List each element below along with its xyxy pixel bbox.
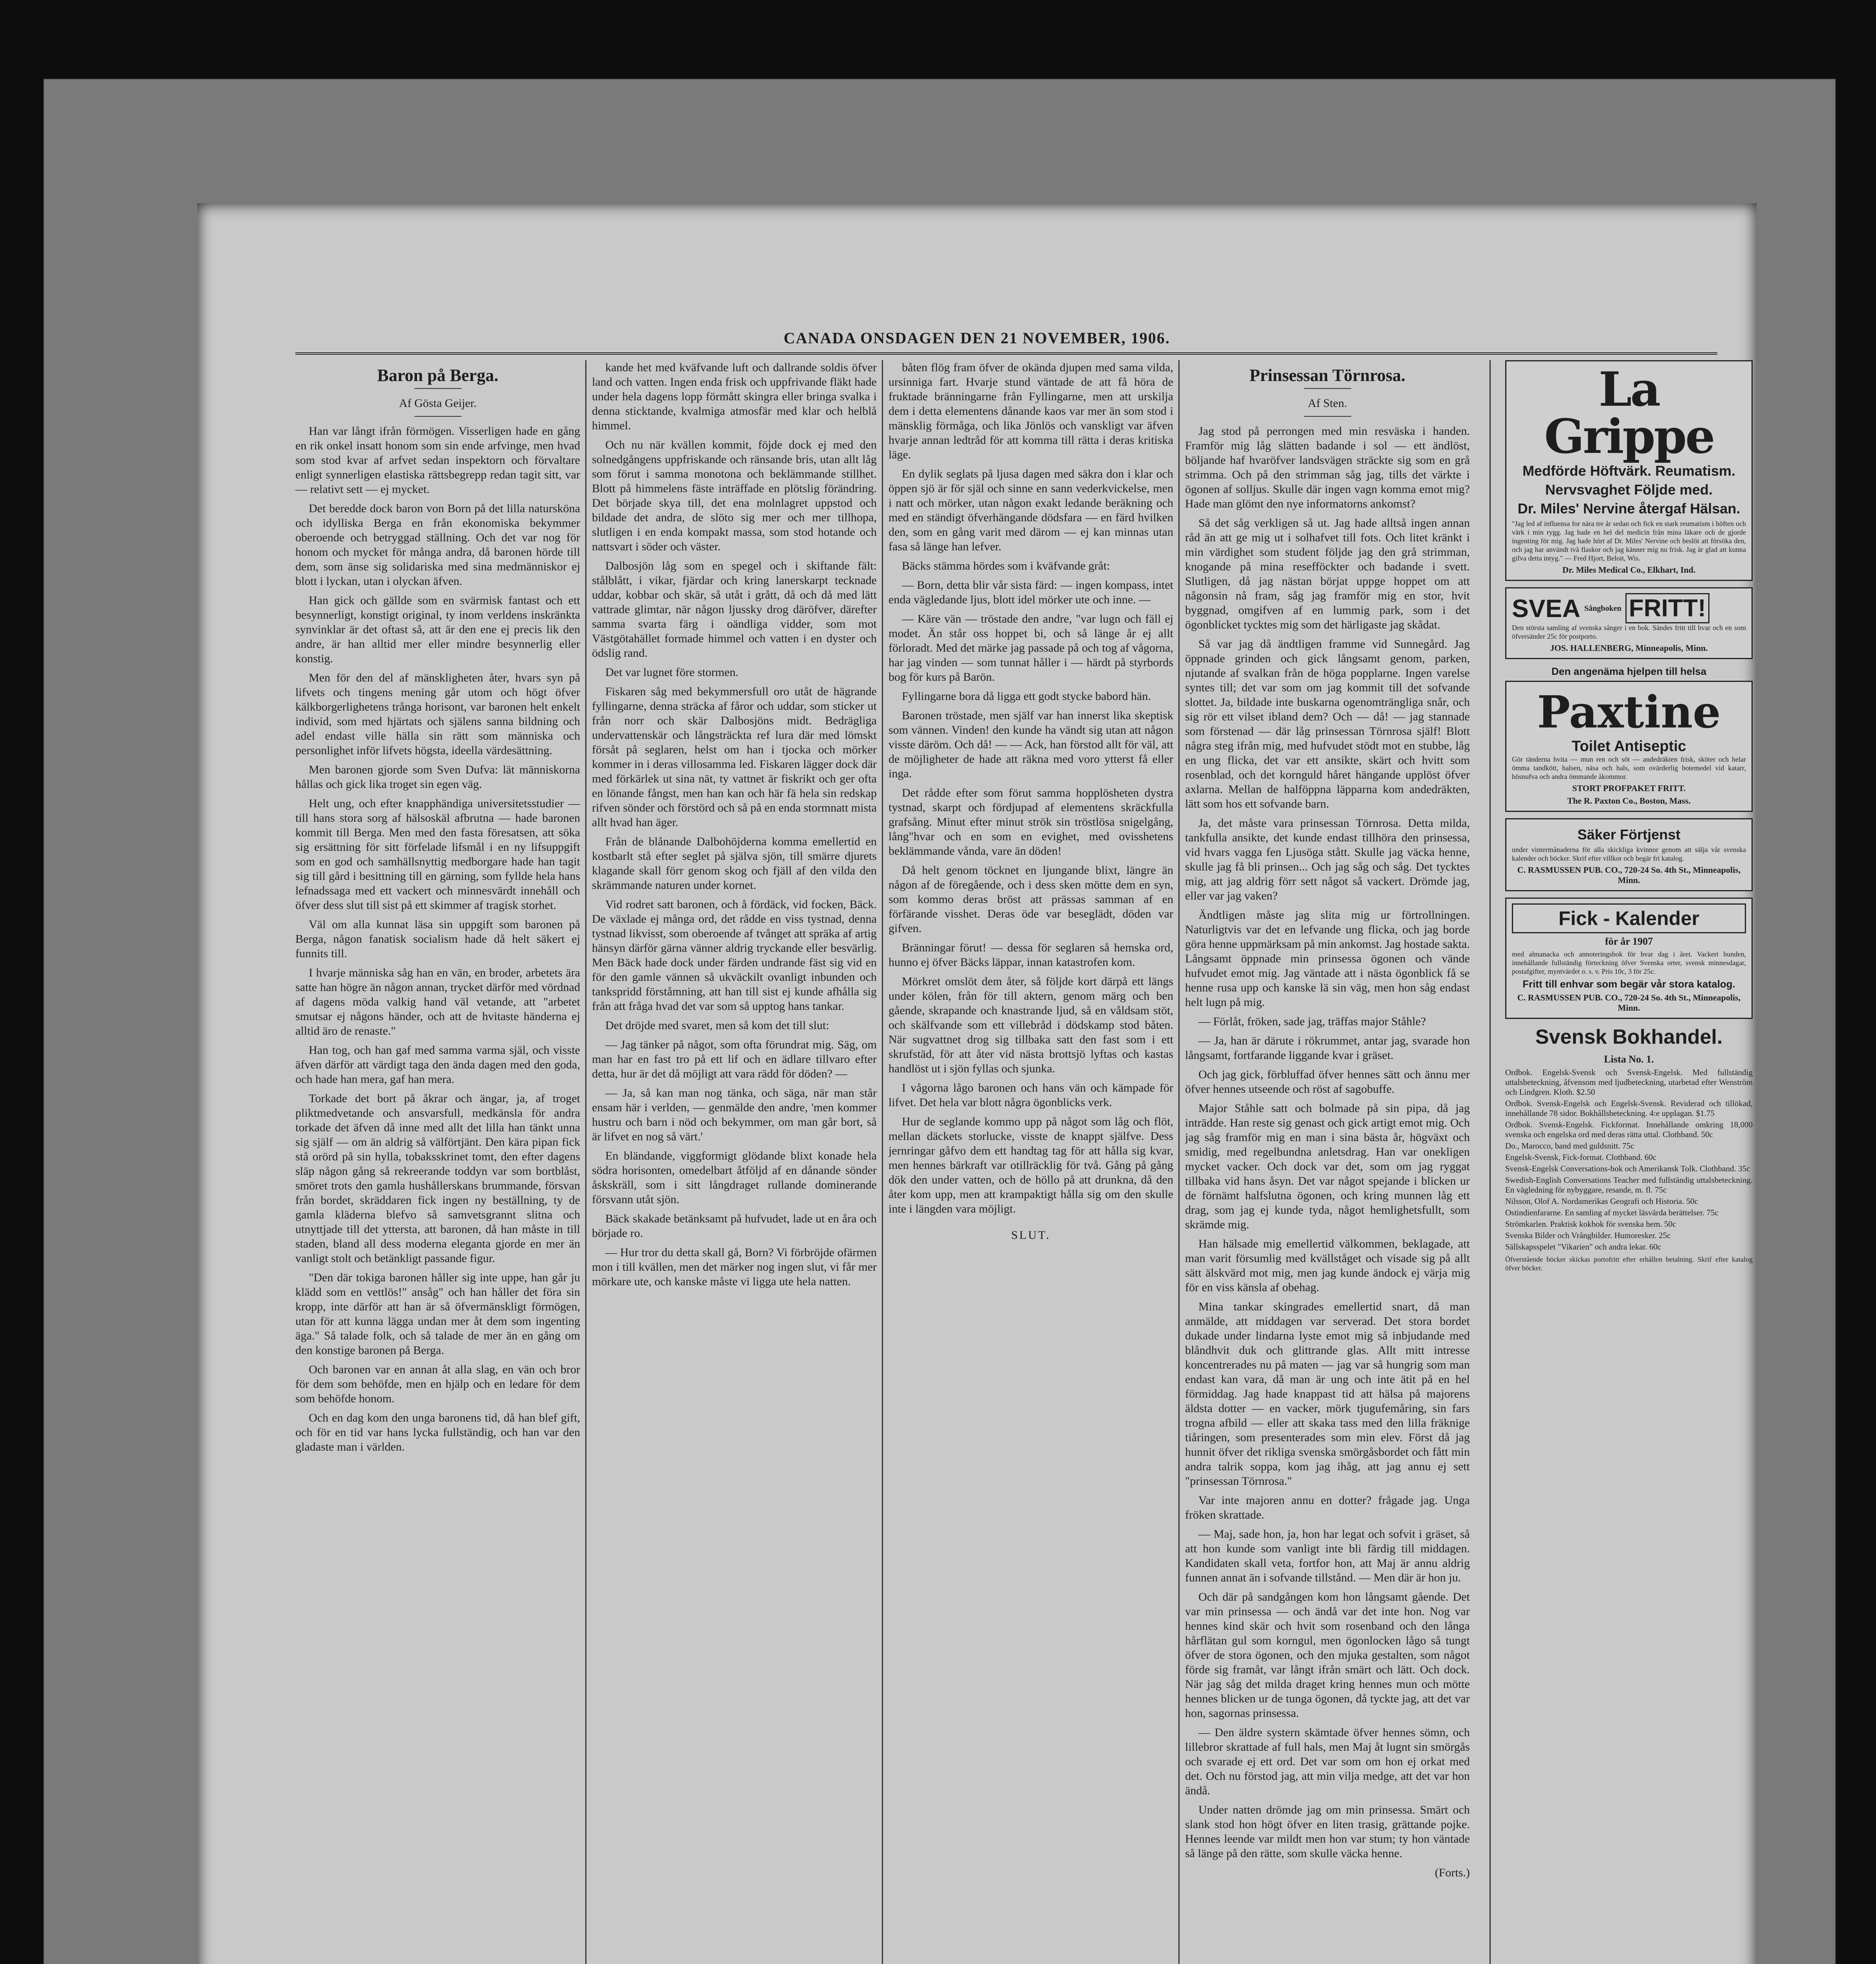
paragraph: Så det såg verkligen så ut. Jag hade alltså ingen annan råd än att ge mig ut i solhafvet till fots. Och litet kränkt i min värdighet som student följde jag den grå strimman, knogande på mina resefföckter och badande i svett. Slutligen, då jag nästan börjat uppge hoppet om att någonsin nå fram, såg jag framför mig en stor, hvit byggnad, omgifven af en lummig park, som i det ögonblicket tycktes mig som det härligaste jag skådat. [1185,517,1470,631]
header-rule [295,352,1717,355]
list-item: Swedish-English Conversations Teacher med fullständig uttalsbeteckning. En vägledning för nybyggare, resande, m. fl. 75c [1505,1175,1753,1195]
paragraph: "Den där tokiga baronen håller sig inte uppe, han går ju klädd som en vettlös!" ansåg" och han håller det föra sin kropp, inte därför att han är så öfvermänskligt förmögen, utan för att kunna lägga undan mer åt dem som ingenting äga." Så talade folk, och så talade de mer än en gång om den konstige baronen på Berga. [295,1271,580,1357]
article-author: Af Gösta Geijer. [399,397,477,410]
paragraph: Bäcks stämma hördes som i kväfvande gråt: [902,559,1110,572]
list-item: Engelsk-Svensk, Fick-format. Clothband. 60c [1505,1152,1656,1162]
ad-fick-kalender [1505,898,1753,1019]
ad-badge: FRITT! [1625,593,1709,623]
paragraph: — Käre vän — tröstade den andre, "var lugn och fäll ej modet. Än står oss hoppet bi, och så länge år ej allt förloradt. Med det märke jag passade på och tog af vågorna, har jag vinden — som tunnat håller i — härdt på styrbords bog för kurs på Barön. [889,612,1173,683]
paragraph: — Maj, sade hon, ja, hon har legat och sofvit i gräset, så att hon kunde som vanligt inte bli färdig till middagen. Kandidaten skall veta, fortfor hon, att Maj är annu aldrig funnen annat än i sofvande tillstånd. — Men där är hon ju. [1185,1528,1470,1584]
paragraph: Jag stod på perrongen med min resväska i handen. Framför mig låg slätten badande i sol — ett ändlöst, böljande haf hvaröfver landsvägen sträckte sig som en grå strimma. Och på den strimman såg jag, tills det värkte i ögonen af solljus. Skulle där ingen vagn komma emot mig? Hade man glömt den nye informatorns ankomst? [1185,425,1470,510]
column-rule [882,360,883,1964]
article-title: Prinsessan Törnrosa. [1249,366,1405,385]
article-body [1185,424,1470,1861]
paragraph: Torkade det bort på åkrar och ängar, ja, af troget pliktmedvetande och ansvarsfull, medkänsla för andra torkade det äfven då inne med allt det lilla han tänkt unna sig själf — om än aldrig så välförtjänt. Den kära pipan fick stå orörd på sin hylla, tobaksskrinet tomt, den efter dagens släp någon gång så rekreerande toddyn var som bortblåst, smöret trots den gamla hushållerskans brummande, försvan från bordet, skräddaren fick ingen ny beställning, ty de gamla kläderna blefvo så samvetsgrannt slitna och utnyttjade till det yttersta, att baronen, då han måste in till staden, bland all dess moderna eleganta gjorde en mer än vanligt stolt och betänkligt passande figur. [295,1092,580,1265]
ad-body: Gör tänderna hvita — mun ren och söt — andedräkten frisk, sköter och helar ömma tandkött, halsen, näsa och hals, som ovärderlig botemedel vid katarr, hösnufva och andra ömmande åkommor. [1512,755,1746,780]
ad-brand: Paxtine [1537,687,1721,738]
paragraph: Bränningar förut! — dessa för seglaren så hemska ord, hunno ej öfver Bäcks läppar, innan katastrofen kom. [889,941,1173,969]
ad-offer: Fritt till enhvar som begär vår stora katalog. [1522,978,1735,990]
paragraph: Mina tankar skingrades emellertid snart, då man anmälde, att middagen var serverad. Det stora bordet dukade under lindarna lyste emot mig så inbjudande med blåndhvit duk och glittrande glas. Allt mitt intresse koncentrerades nu på maten — jag var så hungrig som man endast kan vara, då man är ung och inte ätit på en hel förmiddag. Jag hade knappast tid att hälsa på majorens äldsta dotter — en vacker, mörk tjugufemåring, sin fars trogna afbild — eller att skaka tass med den lilla fräknige tiåringen, som presenterades som min elev. Först då jag hunnit öfver det rikliga svenska smörgåsbordet och fått min andra talrik soppa, kom jag ihåg, att jag annu ej sett "prinsessan Törnrosa." [1185,1300,1470,1488]
ad-tagline: Den angenäma hjelpen till helsa [1551,665,1707,677]
paragraph: — Ja, så kan man nog tänka, och säga, när man står ensam här i verlden, — genmälde den andre, 'men kommer hustru och barn i nöd och bekymmer, om man går bort, så är lifvet en nog så värt.' [592,1086,877,1143]
ad-offer: STORT PROFPAKET FRITT. [1572,783,1686,793]
paragraph: Och där på sandgången kom hon långsamt gående. Det var min prinsessa — och ändå var det inte hon. Nog var hennes kind skär och hvit som rosenband och den långa hårflätan gul som korngul, men ögonlocken lågo så tungt öfver de stora ögonen, och den mjuka gestalten, som något förde sig framåt, var långt ifrån smärt och lätt. Och dock. När jag såg det milda draget kring hennes mun och mötte hennes blicken ur de tunga ögonen, då tyckte jag, att det var hon, sagornas prinsessa. [1185,1590,1470,1720]
paragraph: En bländande, viggformigt glödande blixt konade hela södra horisonten, omedelbart åtföljd af en dånande sönder åskskräll, som i sitt långdraget rullande dominerande försvann utåt sjön. [592,1149,877,1206]
paragraph: Det dröjde med svaret, men så kom det till slut: [605,1019,829,1032]
ad-headline-row [1512,593,1746,623]
paragraph: Väl om alla kunnat läsa sin uppgift som baronen på Berga, någon fanatisk socialism hade då helt säkert ej funnits till. [295,918,580,960]
column-rule [1178,360,1180,1964]
list-item: Nilsson, Olof A. Nordamerikas Geografi och Historia. 50c [1505,1196,1698,1206]
paragraph: Han gick och gällde som en svärmisk fantast och ett besynnerligt, konstigt original, ty inom verldens inskränkta synvinklar är det oftast så, att är den ene ej precis lik den andre, är han alltid mer eller mindre besynnerlig eller konstig. [295,594,580,665]
ad-headline: Säker Förtjenst [1577,826,1681,843]
column-2 [592,360,877,1964]
list-item: Svensk-Engelsk Conversations-bok och Amerikansk Tolk. Clothband. 35c [1505,1164,1750,1173]
paragraph: Hur de seglande kommo upp på något som låg och flöt, mellan däckets storlucke, visste de knappt själfve. Dess jernringar gåfvo dem ett handtag tag för att hålla sig kvar, men hennes bärkraft var otillräcklig för två. Gång på gång dök den under vatten, och de höllo på att drunkna, då den åter kom upp, men att krampaktigt hålla sig om den skulle inte i längden vara möjligt. [889,1115,1173,1215]
paragraph: I vågorna lågo baronen och hans vän och kämpade för lifvet. Det hela var blott några ögonblicks verk. [889,1081,1173,1109]
paragraph: Och baronen var en annan åt alla slag, en vän och bror för dem som behöfde, men en hjälp och en ledare för dem som behöfde honom. [295,1363,580,1405]
paragraph: Major Ståhle satt och bolmade på sin pipa, då jag inträdde. Han reste sig genast och gick artigt emot mig. Och jag såg framför mig en man i sina bästa år, högväxt och smidig, med regelbundna anletsdrag. Han var onekligen mycket vacker. Och dock var det, som om jag ryggat tillbaka vid hans åsyn. Det var något spejande i blicken ur de förnämt halfslutna ögonen, och kring munnen låg ett drag, som jag ej kunde tyda, något hemlighetsfullt, som skrämde mig. [1185,1102,1470,1231]
article-author: Af Sten. [1308,397,1347,410]
paragraph: Och en dag kom den unga baronens tid, då han blef gift, och för en tid var hans lycka fullständig, och han var den gladaste man i världen. [295,1411,580,1453]
ad-subtitle: Sångboken [1584,604,1621,613]
ad-body: under vintermånaderna för alla skickliga kvinnor genom att sälja vår svenska kalender och böcker. Skrif efter villkor och begär fri katalog. [1512,846,1746,862]
paragraph: — Jag tänker på något, som ofta förundrat mig. Säg, om man har en fast tro på ett lif och en ädlare tillvaro efter detta, hur är det då möjligt att vara rädd för döden? — [592,1038,877,1080]
paragraph: — Den äldre systern skämtade öfver hennes sömn, och lillebror skrattade af full hals, men Maj åt lugnt sin smörgås och svarade ej ett ord. Det var som om hon ej orkat med det. Och nu förstod jag, att min vilja medge, att det var hon ändå. [1185,1726,1470,1797]
paragraph: Ja, det måste vara prinsessan Törnrosa. Detta milda, tankfulla ansikte, det kunde endast tillhöra den prinsessa, vid hvars vagga fen Ljusöga stått. Skulle jag väcka henne, skulle jag få bli prinsen... Och jag såg och såg. Det tycktes mig, att jag aldrig förr sett något så vackert. Drömde jag, eller var jag vaken? [1185,817,1470,902]
ad-paxtine [1505,681,1753,812]
author-rule [414,416,462,417]
article-title: Baron på Berga. [377,366,498,385]
ad-body: Den största samling af svenska sånger i en bok. Sändes fritt till hvar och en som öfversänder 25c för postporto. [1512,624,1746,640]
article-body-end [889,360,1173,1216]
paragraph: En dylik seglats på ljusa dagen med säkra don i klar och öppen sjö är för själ och sinne en sann vederkvickelse, men i natt och mörker, utan någon exakt ledande beräkning och med en ständigt öfverhängande dödsfara — en färd hvilken den, som en gång varit med därom — ej kan minnas utan fasa så länge han lefver. [889,467,1173,553]
paragraph: Fyllingarne bora då ligga ett godt stycke babord hän. [902,690,1151,703]
author-rule [1304,416,1351,417]
ad-signature: C. RASMUSSEN PUB. CO., 720-24 So. 4th St., Minneapolis, Minn. [1517,865,1741,885]
ad-saker-fortjenst [1505,818,1753,891]
ad-subtitle: för år 1907 [1605,936,1653,947]
paragraph: kande het med kväfvande luft och dallrande soldis öfver land och vatten. Ingen enda frisk och uppfrivande fläkt hade under hela dagens lopp förmått skingra eller bringa svalka i denna sticktande, kvalmiga atmosfär med klar och helblå himmel. [592,361,877,432]
title-rule [1304,388,1351,389]
article-end-mark: SLUT. [1011,1229,1051,1242]
list-item: Svenska Bilder och Vrångbilder. Humoresker. 25c [1505,1231,1671,1240]
list-item: Sällskapsspelet "Vikarien" och andra lekar. 60c [1505,1242,1662,1251]
paragraph: Han var långt ifrån förmögen. Visserligen hade en gång en rik onkel insatt honom som sin ende arfvinge, men hvad som stod kvar af arfvet sedan inspektorn och förvaltare enligt synnerligen elastiska rättsbegrepp redan tagit sitt, var — relativt sett — ej mycket. [295,425,580,496]
paragraph: Men baronen gjorde som Sven Dufva: lät människorna hållas och gick lika troget sin egen väg. [295,763,580,791]
paragraph: Var inte majoren annu en dotter? frågade jag. Unga fröken skrattade. [1185,1494,1470,1521]
paragraph: Baronen tröstade, men själf var han innerst lika skeptisk som vännen. Vinden! den kunde ha vändt sig utan att någon visste däröm. Och då! — — Ack, han förstod allt för väl, att de möjligheter de hade att räkna med voro ytterst få eller inga. [889,709,1173,780]
advertisement-column [1505,360,1753,1964]
column-rule [585,360,586,1964]
paragraph: Han hälsade mig emellertid välkommen, beklagade, att man varit försumlig med kvällståget och visade sig på allt sätt älskvärd mot mig, men jag kunde ändock ej värja mig för en viss känsla af obehag. [1185,1237,1470,1294]
paragraph: Men för den del af mänskligheten åter, hvars syn på lifvets och tingens mening går utom och högt öfver kälkborgerlighetens trånga horisont, var baronen helt enkelt individ, som med hjärtats och själens sanna bildning och adel endast ville hälla sin rätt som människa och personlighet inför lifvets högsta, ideella värdesättning. [295,671,580,757]
newspaper-page [197,203,1757,1964]
paragraph: Så var jag då ändtligen framme vid Sunnegård. Jag öppnade grinden och gick långsamt genom, parken, njutande af svalkan från de höga popplarne. Ingen varelse syntes till; det var som om jag kommit till det sofvande slottet. Ja, bildade inte buskarna ogenomträngliga snår, och sig rör ett vilset ibland dem? Och — då! — jag stannade som förstenad — där låg prinsessan Törnrosa själf! Blott några steg ifrån mig, med hufvudet stödt mot en stubbe, låg en ung flicka, det var ett ansikte, skärt och hvitt som rosenblad, och det kornguld håret hängande upplöst öfver axlarna. Mellan de halföppna läpparna kom andedräkten, lätt som hos ett sofvande barn. [1185,638,1470,810]
ad-body: med almanacka och annoteringsbok för hvar dag i året. Vackert bunden, innehållande fullständig förteckning öfver Svenska orter, svensk minnesdagar, postafgifter, myntvärdet o. s. v. Pris 10c, 3 för 25c. [1512,950,1746,975]
list-item: Strömkarlen. Praktisk kokbok för svenska hem. 50c [1505,1219,1676,1229]
ad-la-grippe [1505,360,1753,581]
continued-mark: (Forts.) [1434,1866,1470,1879]
ad-headline: Dr. Miles' Nervine återgaf Hälsan. [1517,500,1740,517]
ad-signature: Dr. Miles Medical Co., Elkhart, Ind. [1562,565,1696,575]
paragraph: Och jag gick, förbluffad öfver hennes sätt och ännu mer öfver hennes utseende och röst af sagobuffe. [1185,1068,1470,1096]
ad-svea-sangboken [1505,587,1753,659]
page-header: CANADA ONSDAGEN DEN 21 NOVEMBER, 1906. [784,329,1170,347]
paragraph: Det rådde efter som förut samma hopplösheten dystra tystnad, skarpt och fördjupad af elementens skräckfulla grafsång. Minut efter minut strök sin tröstlösa snigelgång, lång"hvar och en som en evighet, med ovisshetens beklämmande vånda, vare än döden! [889,786,1173,857]
ad-brand: Fick - Kalender [1512,903,1746,933]
article-body [295,424,580,1454]
paragraph: Helt ung, och efter knapphändiga universitetsstudier — till hans stora sorg af hälsoskäl afbrutna — hade baronen kommit till Berga. Men med den fasta föresatsen, att söka sig ersättning för sitt förfelade lifsmål i en ny lifsuppgift som en god och samhällsnyttig medborgare hade han tagit sig till gård i besittning till en gärning, som fyllde hela hans lefnadssaga med ett vackert och minnesvärdt innehåll och öfver dess slut till sist på ett skimmer af tragisk storhet. [295,797,580,912]
microfilm-frame [43,79,1836,1964]
list-item: Ostindienfararne. En samling af mycket läsvärda berättelser. 75c [1505,1208,1718,1217]
paragraph: Och nu när kvällen kommit, föjde dock ej med den solnedgångens uppfriskande och ränsande bris, utan allt låg som förut i samma monotona och beklämmande stillhet. Blott på himmelens fäste inträffade en plötslig förändring. Det började skya till, det ena molnlagret uppstod och bildade det andra, de slöto sig mer och mer tillhopa, slutligen i en enda kompakt massa, som stod hotande och nattsvart i söder och väster. [592,438,877,553]
title-rule [414,388,462,389]
paragraph: — Förlåt, fröken, sade jag, träffas major Ståhle? [1198,1015,1426,1028]
article-body-continued [592,360,877,1289]
ad-footer: Öfverstående böcker skickas portofritt efter erhållen betalning. Skrif efter katalog öfver böcker. [1505,1255,1753,1272]
ad-body: "Jag led af influensa for nära tre år sedan och fick en stark reumatism i höften och värk i min rygg. Jag hade en hel del medicin från mina läkare och de gjorde ingenting för mig. Jag hade hört af Dr. Miles' Nervine och beslöt att försöka den, och jag har användt två flaskor och jag känner mig nu frisk. Jag är glad att kunna gifva detta intyg." — Fred Hjort, Beloit, Wis. [1512,520,1746,562]
paragraph: Bäck skakade betänksamt på hufvudet, lade ut en åra och började ro. [592,1212,877,1240]
paragraph: Från de blånande Dalbohöjderna komma emellertid en kostbarlt stå efter seglet på själva sjön, till smärre djurets klagande skall förr genom skog och fjäll af den vilda den skrämmande naturen under kornet. [592,835,877,892]
paragraph: båten flög fram öfver de okända djupen med sama vilda, ursinniga fart. Hvarje stund väntade de att få höra de fruktade bränningarne från Fyllingarne, men att urskilja dem i detta elementens dånande kaos var mer än som stod i mänsklig förmåga, och lika Jönlös och vanskligt var äfven hvarje annan ledtråd för att komma till rätta i deras kritiska läge. [889,361,1173,461]
paragraph: — Ja, han är därute i rökrummet, antar jag, svarade hon långsamt, fortfarande liggande kvar i gräset. [1185,1034,1470,1062]
column-rule [1489,360,1491,1964]
paragraph: Fiskaren såg med bekymmersfull oro utåt de hägrande fyllingarne, denna sträcka af fåror och uddar, som sticker ut från norr och skär Dalbosjöns midt. Bedrägliga undervattenskär och långsträckta ref lura där med lömskt försåt på seglaren, helst om han i tjocka och mörker kommer in i deras villosamma led. Fiskaren lägger dock där med förkärlek ut sina nät, ty vattnet är fiskrikt och ger ofta en lönande fångst, men han kan och här fä hela sin redskap rifven sönder och förstörd och så på en enda stormnatt mista allt hvad han äger. [592,685,877,829]
paragraph: Han tog, och han gaf med samma varma själ, och visste äfven därför att värdigt taga den ända dagen med den goda, och hade han mera, gaf han mera. [295,1044,580,1086]
paragraph: Vid rodret satt baronen, och å fördäck, vid focken, Bäck. De växlade ej många ord, det rådde en viss tystnad, denna tystnad likvisst, som oberoende af tvånget att spräka af artig hänsyn därför gärna vänner aldrig tryckande eller besvärlig. Men Bäck hade dock under färden undrande fäst sig vid en för den gamle vännen så ukväckilt ovanligt inbunden och tankspridd förståmning, att han till sist ej kunde afhålla sig från att fråga hvad det var som så upptog hans tankar. [592,898,877,1013]
list-item: Ordbok. Svensk-Engelsk. Fickformat. Innehållande omkring 18,000 svenska och engelska ord med deras rätta uttal. Clothband. 50c [1505,1120,1753,1139]
paragraph: Ändtligen måste jag slita mig ur förtrollningen. Naturligtvis var det en lefvande ung flicka, och jag borde göra henne uppmärksam på min ankomst. Jag hostade sakta. Långsamt öppnade min prinsessa ögonen och vände hufvudet emot mig. Jag väntade att i nästa ögonblick få se henne rusa upp och kanske lä sin väg, men hon såg endast helt lugn på mig. [1185,909,1470,1009]
ad-bokhandel-title: Svensk Bokhandel. [1535,1026,1723,1048]
ad-brand: SVEA [1512,594,1581,623]
paragraph: — Hur tror du detta skall gå, Born? Vi förbröjde ofärmen mon i till kvällen, men det märker nog ingen slut, vi får mer mörkare ute, och kanske måste vi ligga ute hela natten. [592,1246,877,1288]
paragraph: Dalbosjön låg som en spegel och i skiftande fält: stålblått, i vikar, fjärdar och kring lanerskarpt tecknade uddar, kobbar och skär, så utåt i grått, då och då med lätt vattrade glimtar, när någon ljussky drog däröfver, därefter samma svarta färg i oändliga vidder, som mot Västgötahället formade himmel och vatten i en dyster och ödslig rand. [592,559,877,660]
paragraph: Mörkret omslöt dem åter, så följde kort därpå ett längs under kölen, från för till aktern, genom märg och ben gående, skrapande och knastrande ljud, så en våldsam stöt, och skälfvande som ett villebråd i dödskamp stod båten. När sugvattnet drog sig tillbaka satt den fast som i ett skrufstäd, för att åter vid nästa brottsjö lyftas och kastas handlöst ut i sjön fyllas och sjunka. [889,975,1173,1075]
ad-subtitle: Toilet Antiseptic [1572,738,1686,755]
ad-headline: Nervsvaghet Följde med. [1545,482,1713,498]
column-4 [1185,360,1470,1964]
paragraph: Det var lugnet före stormen. [605,666,739,679]
column-1 [295,360,580,1964]
list-item: Do., Marocco, band med guldsnitt. 75c [1505,1141,1634,1151]
ad-list-label: Lista No. 1. [1604,1053,1654,1065]
ad-headline: Medförde Höftvärk. Reumatism. [1522,463,1736,479]
paragraph: I hvarje människa såg han en vän, en broder, arbetets ära satte han högre än någon annan, trycket därför med vördnad af dagens möda valkig hand väl vetande, att "arbetet smutsar ej någons händer, och att de hvitaste händerna ej alltid äro de renaste." [295,966,580,1037]
ad-brand: La Grippe [1544,362,1714,464]
paragraph: Under natten drömde jag om min prinsessa. Smärt och slank stod hon högt öfver en liten trasig, grättande pojke. Hennes leende var mildt men hon var stum; ty hon väntade så länge på den rätte, som skulle väcka henne. [1185,1803,1470,1860]
ad-signature: C. RASMUSSEN PUB. CO., 720-24 So. 4th St., Minneapolis, Minn. [1517,993,1741,1013]
paragraph: — Born, detta blir vår sista färd: — ingen kompass, intet enda vägledande ljus, blott idel mörker ute och inne. — [889,579,1173,606]
column-3 [889,360,1173,1964]
list-item: Ordbok. Engelsk-Svensk och Svensk-Engelsk. Med fullständig uttalsbeteckning, åfvensom med ljudbeteckning, utarbetad efter Wenström och Lindgren. Kloth. $2.50 [1505,1068,1753,1097]
paragraph: Då helt genom töcknet en ljungande blixt, längre än någon af de föregående, och i dess sken mötte dem en syn, som kommo deras bröst att prässas samman af en förfärande visshet. Deras öde var beseglädt, döden var gifven. [889,864,1173,935]
ad-signature: JOS. HALLENBERG, Minneapolis, Minn. [1550,643,1708,653]
ad-signature: The R. Paxton Co., Boston, Mass. [1567,796,1691,806]
book-list [1505,1068,1753,1252]
paragraph: Det beredde dock baron von Born på det lilla naturskönа och idylliska Berga en från ekonomiska bekymmer oberoende och betryggad ställning. Och det var nog för honom och mycket för många andra, då baronen hörde till dem, som änse sig solidariska med sina medmänniskor ej blott i lyckan, utan i olyckan äfven. [295,502,580,588]
list-item: Ordbok. Svensk-Engelsk och Engelsk-Svensk. Reviderad och tillökad, innehållande 78 sidor. Bokhållsbeteckning. 4:e upplagan. $1.75 [1505,1099,1753,1118]
